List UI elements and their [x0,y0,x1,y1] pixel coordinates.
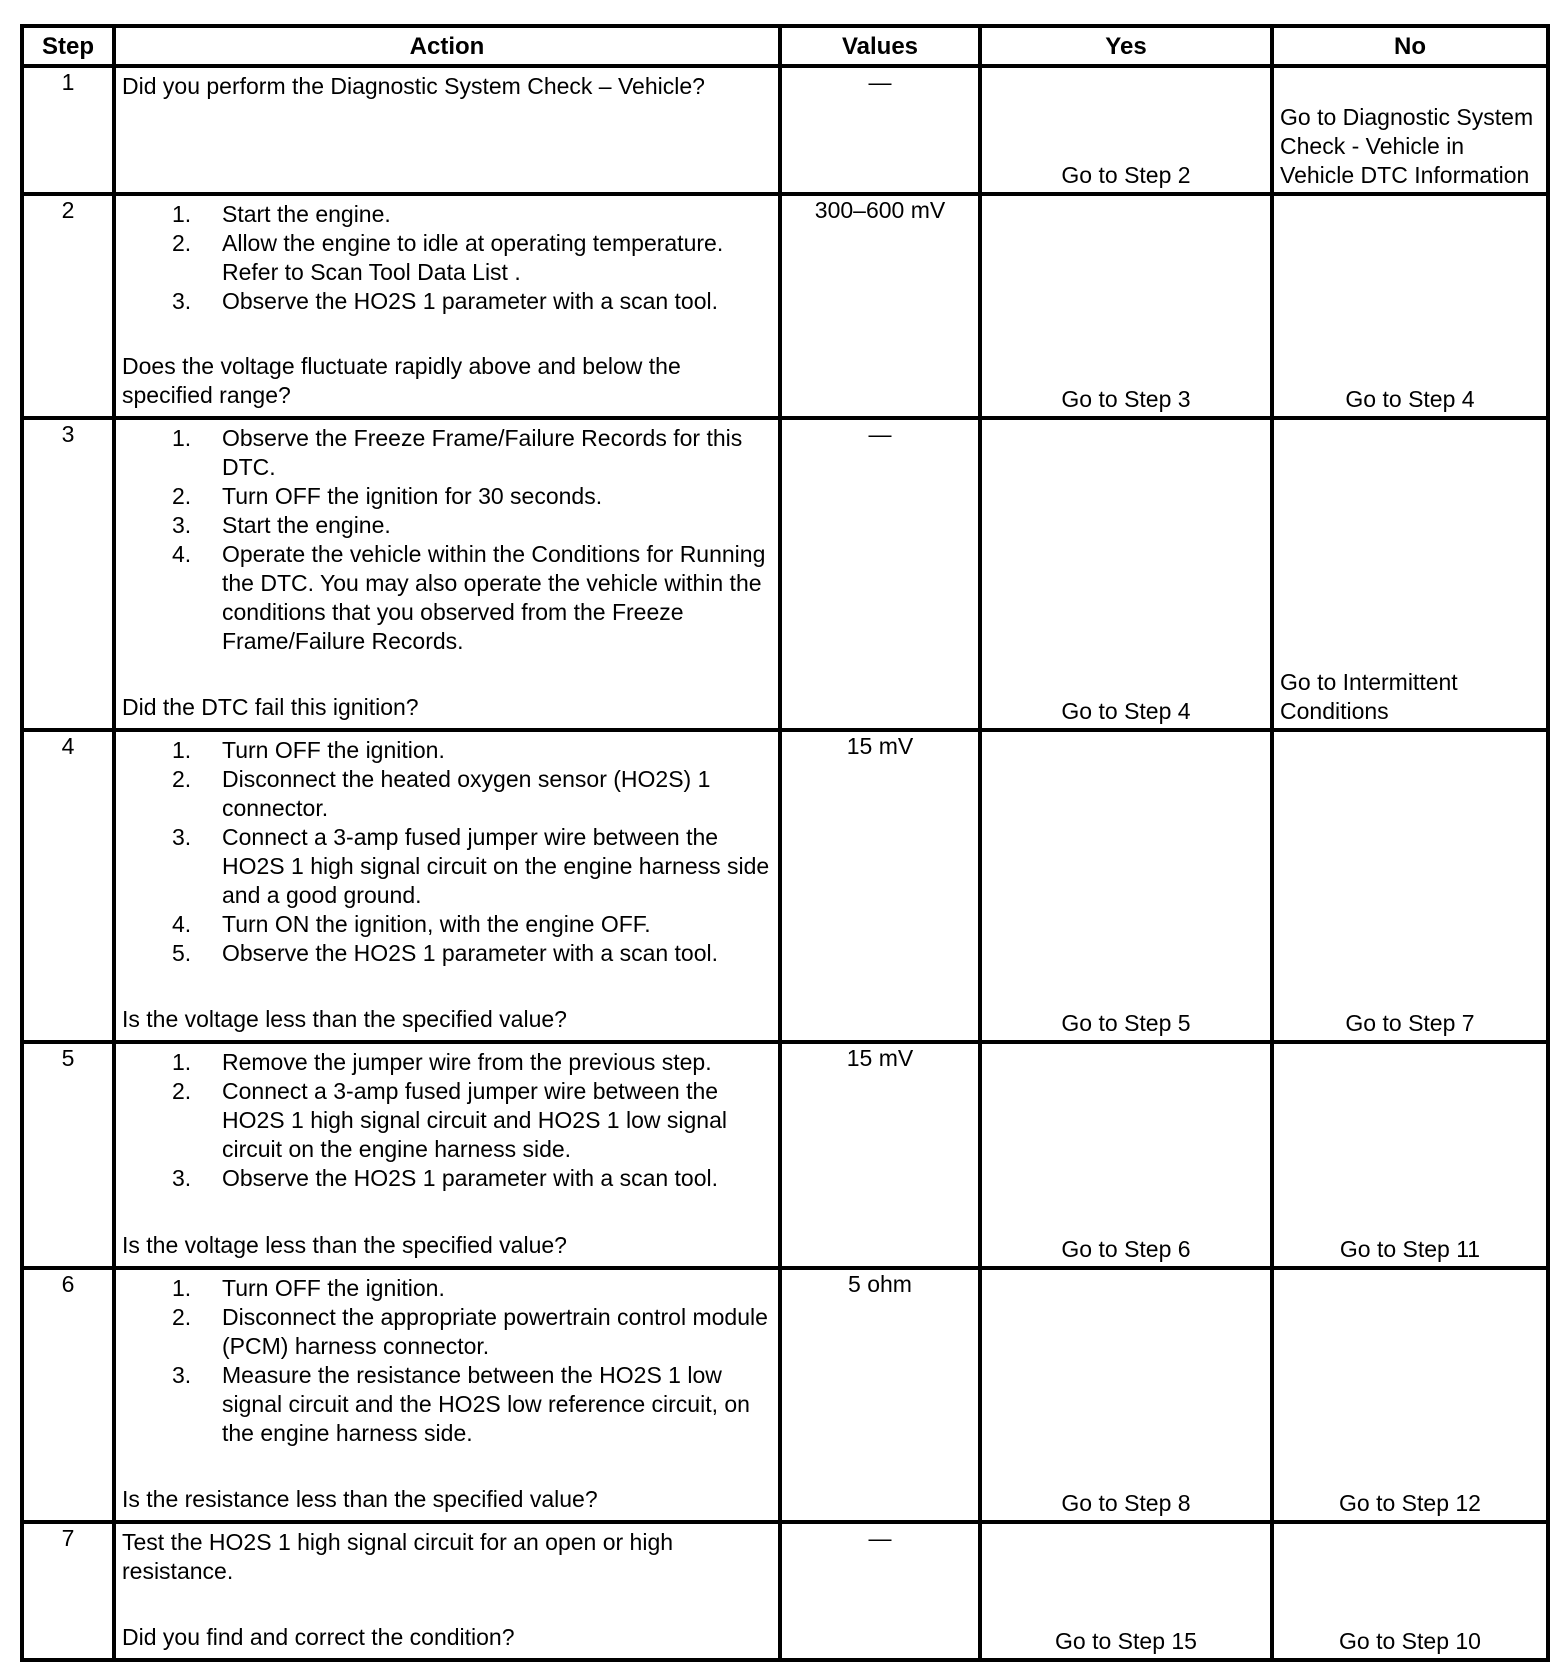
list-item: 2. Turn OFF the ignition for 30 seconds. [172,483,603,509]
step-number: 1 [22,66,114,194]
table-row [22,1522,1548,1660]
value-cell: 15 mV [780,730,980,1042]
list-item: 1. Observe the Freeze Frame/Failure Records for this DTC. [172,425,743,480]
step-number: 7 [22,1522,114,1660]
yes-cell [980,66,1272,194]
list-item: 2. Allow the engine to idle at operating temperature. Refer to Scan Tool Data List . [172,230,724,285]
action-text: Test the HO2S 1 high signal circuit for an open or high resistance. [122,1529,674,1584]
step-number: 6 [22,1268,114,1522]
table-row [22,418,1548,730]
list-item: 1. Turn OFF the ignition. [172,1275,445,1301]
no-cell [1272,1042,1548,1268]
action-question: Is the resistance less than the specified value? [122,1486,598,1512]
no-link[interactable]: Go to Step 7 [1345,1010,1475,1036]
yes-cell [980,1042,1272,1268]
no-cell [1272,730,1548,1042]
step-number: 5 [22,1042,114,1268]
action-cell [114,418,780,730]
action-cell [114,1042,780,1268]
yes-link[interactable]: Go to Step 8 [1061,1490,1191,1516]
action-steps [122,200,772,316]
value-cell: — [780,418,980,730]
table-row [22,66,1548,194]
no-link[interactable]: Go to Diagnostic System Check - Vehicle in Vehicle DTC Information [1280,104,1534,188]
list-item: 4. Operate the vehicle within the Conditions for Running the DTC. You may also operate the vehicle within the conditions that you observed from the Freeze Frame/Failure Records. [172,541,766,654]
action-steps [122,1048,772,1193]
action-steps [122,424,772,656]
action-steps [122,736,772,968]
table-header-row [22,26,1548,66]
list-item: 3. Start the engine. [172,512,391,538]
list-item: 1. Turn OFF the ignition. [172,737,445,763]
action-question: Does the voltage fluctuate rapidly above and below the specified range? [122,353,681,408]
value-cell: 300–600 mV [780,194,980,418]
yes-cell [980,418,1272,730]
action-question: Is the voltage less than the specified value? [122,1232,567,1258]
action-text: Did you perform the Diagnostic System Check – Vehicle? [122,73,705,99]
no-link[interactable]: Go to Step 12 [1339,1490,1481,1516]
table-row [22,1042,1548,1268]
yes-link[interactable]: Go to Step 15 [1055,1628,1197,1654]
header-action: Action [114,26,780,66]
action-cell [114,66,780,194]
value-cell: — [780,1522,980,1660]
no-cell [1272,418,1548,730]
action-question: Did the DTC fail this ignition? [122,694,419,720]
action-steps [122,1274,772,1448]
action-cell [114,1522,780,1660]
table-row [22,730,1548,1042]
yes-cell [980,1522,1272,1660]
action-question: Is the voltage less than the specified value? [122,1006,567,1032]
list-item: 4. Turn ON the ignition, with the engine OFF. [172,911,651,937]
list-item: 3. Observe the HO2S 1 parameter with a scan tool. [172,1165,719,1191]
list-item: 3. Connect a 3-amp fused jumper wire between the HO2S 1 high signal circuit on the engine harness side and a good ground. [172,824,770,908]
header-yes: Yes [980,26,1272,66]
list-item: 2. Connect a 3-amp fused jumper wire between the HO2S 1 high signal circuit and HO2S 1 low signal circuit on the engine harness side. [172,1078,727,1162]
no-link[interactable]: Go to Step 4 [1345,386,1475,412]
step-number: 4 [22,730,114,1042]
list-item: 3. Observe the HO2S 1 parameter with a scan tool. [172,288,719,314]
no-cell [1272,1268,1548,1522]
list-item: 2. Disconnect the appropriate powertrain control module (PCM) harness connector. [172,1304,768,1359]
list-item: 2. Disconnect the heated oxygen sensor (HO2S) 1 connector. [172,766,711,821]
no-cell [1272,194,1548,418]
action-cell [114,1268,780,1522]
diagnostic-table [20,24,1550,1662]
yes-link[interactable]: Go to Step 2 [1061,162,1191,188]
value-cell: 5 ohm [780,1268,980,1522]
header-values: Values [780,26,980,66]
no-link[interactable]: Go to Intermittent Conditions [1280,669,1458,724]
header-step: Step [22,26,114,66]
yes-link[interactable]: Go to Step 3 [1061,386,1191,412]
yes-cell [980,194,1272,418]
no-cell [1272,66,1548,194]
yes-link[interactable]: Go to Step 6 [1061,1236,1191,1262]
action-cell [114,730,780,1042]
value-cell: — [780,66,980,194]
value-cell: 15 mV [780,1042,980,1268]
step-number: 3 [22,418,114,730]
action-question: Did you find and correct the condition? [122,1624,515,1650]
yes-cell [980,730,1272,1042]
no-link[interactable]: Go to Step 10 [1339,1628,1481,1654]
list-item: 5. Observe the HO2S 1 parameter with a scan tool. [172,940,719,966]
no-cell [1272,1522,1548,1660]
table-row [22,1268,1548,1522]
yes-link[interactable]: Go to Step 4 [1061,698,1191,724]
no-link[interactable]: Go to Step 11 [1339,1236,1481,1262]
step-number: 2 [22,194,114,418]
list-item: 1. Start the engine. [172,201,391,227]
yes-link[interactable]: Go to Step 5 [1061,1010,1191,1036]
list-item: 1. Remove the jumper wire from the previous step. [172,1049,712,1075]
header-no: No [1272,26,1548,66]
list-item: 3. Measure the resistance between the HO2S 1 low signal circuit and the HO2S low reference circuit, on the engine harness side. [172,1362,750,1446]
action-cell [114,194,780,418]
yes-cell [980,1268,1272,1522]
table-row [22,194,1548,418]
